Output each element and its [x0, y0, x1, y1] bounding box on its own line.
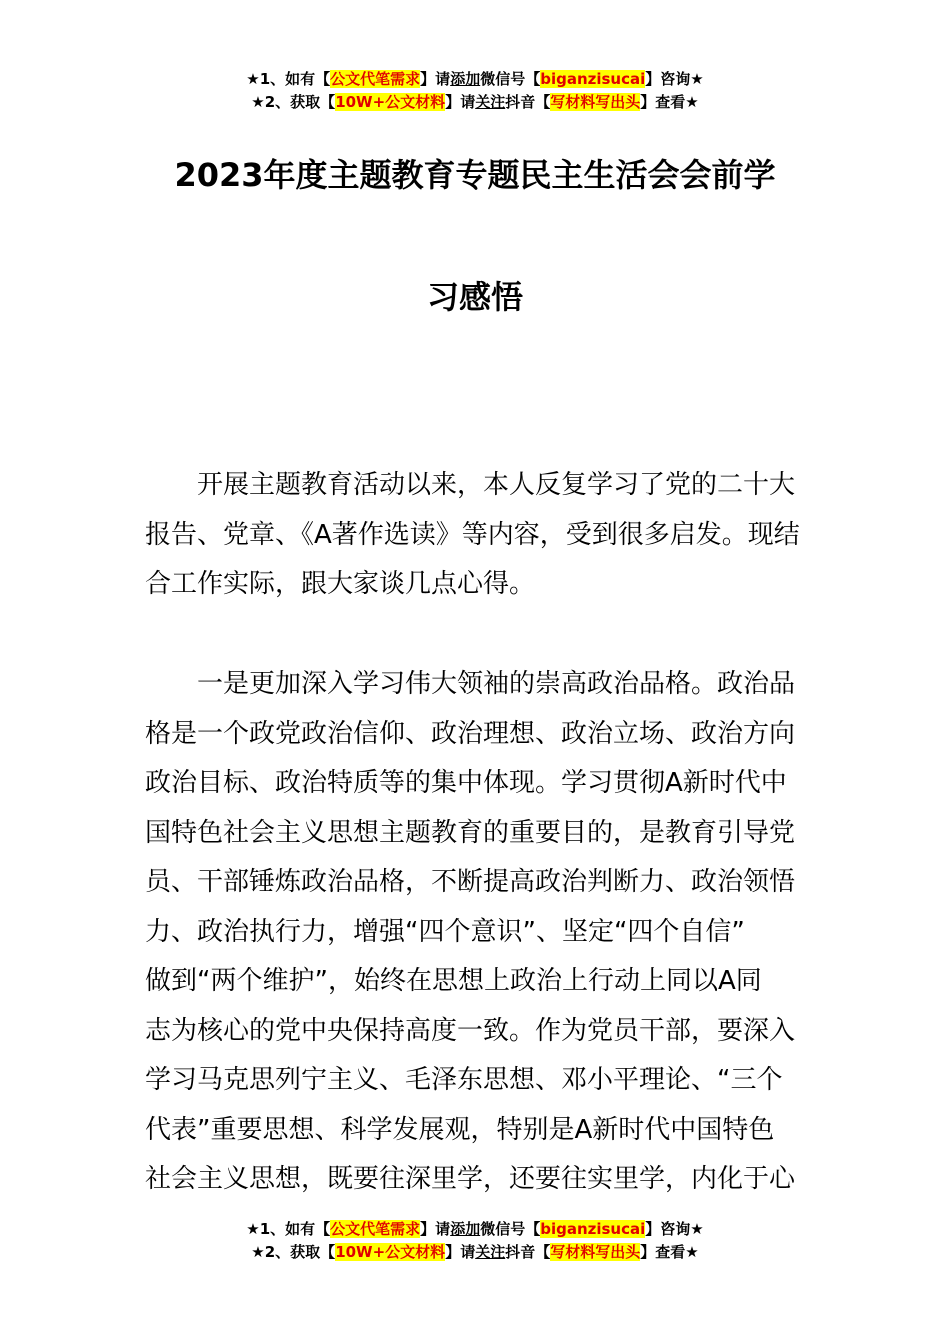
footer-banner [0, 1218, 950, 1264]
paragraph-line: 志为核心的党中央保持高度一致。作为党员干部，要深入 [145, 1015, 796, 1046]
banner-text: 】查看★ [640, 1243, 699, 1261]
header-banner [0, 68, 950, 114]
banner-text: 】请 [420, 1220, 451, 1238]
paragraph-line: 做到“两个维护”，始终在思想上政治上行动上同以A同 [145, 966, 762, 996]
banner-underline: 关注 [475, 93, 506, 111]
banner-text: ★1、如有【 [246, 1220, 331, 1238]
banner-text: ★1、如有【 [246, 70, 331, 88]
banner-line-1 [0, 68, 950, 91]
banner-text: 】咨询★ [645, 1220, 704, 1238]
banner-underline: 添加 [450, 1220, 481, 1238]
paragraph-line: 社会主义思想，既要往深里学，还要往实里学，内化于心 [145, 1164, 796, 1194]
banner-text: 抖音【 [505, 93, 551, 111]
banner-text: 】咨询★ [645, 70, 704, 88]
banner-underline: 添加 [450, 70, 481, 88]
paragraph-line: 一是更加深入学习伟大领袖的崇高政治品格。政治品 [145, 669, 796, 699]
banner-line-2 [0, 1241, 950, 1264]
banner-highlight: 10W+公文材料 [335, 93, 446, 111]
paragraph-line: 报告、党章、《A著作选读》等内容，受到很多启发。现结 [145, 519, 800, 550]
banner-highlight: biganzisucai [540, 1220, 646, 1238]
banner-text: 抖音【 [505, 1243, 551, 1261]
banner-highlight: 写材料写出头 [550, 93, 641, 111]
banner-text: 微信号【 [480, 70, 541, 88]
document-title-line-1: 2023年度主题教育专题民主生活会会前学 [174, 156, 776, 194]
paragraph-line: 学习马克思列宁主义、毛泽东思想、邓小平理论、“三个 [145, 1065, 783, 1095]
paragraph-2 [145, 660, 810, 1205]
banner-line-2 [0, 91, 950, 114]
banner-text: ★2、获取【 [251, 1243, 336, 1261]
paragraph-line: 国特色社会主义思想主题教育的重要目的，是教育引导党 [145, 817, 796, 848]
banner-text: 】查看★ [640, 93, 699, 111]
paragraph-line: 员、干部锤炼政治品格，不断提高政治判断力、政治领悟 [145, 867, 796, 897]
paragraph-line: 代表”重要思想、科学发展观，特别是A新时代中国特色 [145, 1114, 775, 1145]
paragraph-line: 开展主题教育活动以来，本人反复学习了党的二十大 [145, 470, 796, 500]
paragraph-1 [145, 461, 810, 610]
paragraph-line: 合工作实际，跟大家谈几点心得。 [145, 569, 536, 599]
paragraph-line: 政治目标、政治特质等的集中体现。学习贯彻A新时代中 [145, 768, 787, 798]
banner-text: 】请 [420, 70, 451, 88]
banner-highlight: biganzisucai [540, 70, 646, 88]
banner-text: ★2、获取【 [251, 93, 336, 111]
paragraph-line: 力、政治执行力，增强“四个意识”、坚定“四个自信” [145, 916, 745, 947]
banner-text: 微信号【 [480, 1220, 541, 1238]
banner-text: 】请 [445, 93, 476, 111]
document-title-line-2: 习感悟 [426, 278, 523, 316]
banner-text: 】请 [445, 1243, 476, 1261]
banner-highlight: 公文代笔需求 [330, 70, 421, 88]
banner-line-1 [0, 1218, 950, 1241]
banner-highlight: 10W+公文材料 [335, 1243, 446, 1261]
banner-highlight: 公文代笔需求 [330, 1220, 421, 1238]
banner-underline: 关注 [475, 1243, 506, 1261]
banner-highlight: 写材料写出头 [550, 1243, 641, 1261]
paragraph-line: 格是一个政党政治信仰、政治理想、政治立场、政治方向 [145, 718, 796, 749]
